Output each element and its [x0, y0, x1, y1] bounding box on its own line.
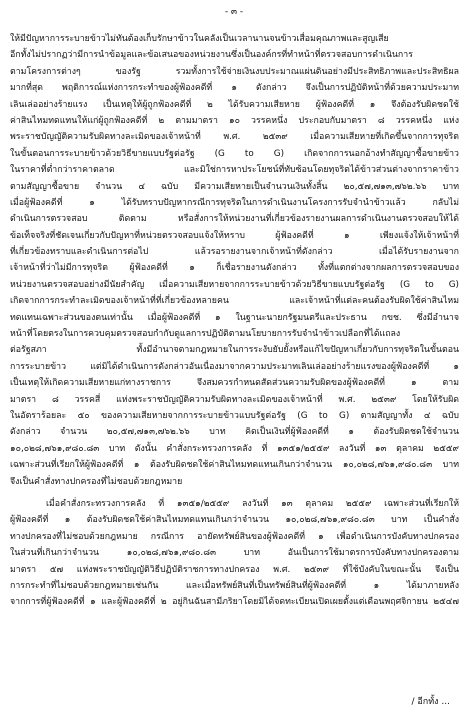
text-line: เกิดจากการกระทำละเมิดของเจ้าหน้าที่ที่เกี่ยวข้องหลายคน และเจ้าหน้าที่แต่ละคนต้องรับผิดใช้ค่าสินไหม [10, 296, 459, 307]
text-line: การระบายข้าว แต่มิได้ดำเนินการดังกล่าวอันเนื่องมาจากความประมาทเลินเล่ออย่างร้ายแรงของผู้ฟ้องคดีที่ ๑ [10, 361, 459, 372]
text-line: เฉพาะส่วนที่เรียกให้ผู้ฟ้องคดีที่ ๑ ต้องรับผิดชดใช้ค่าสินไหมทดแทนเกินกว่าจำนวน ๑๐,๐๒๘,๗๖๑,๙๘๐.๘๓ บาท [10, 460, 459, 471]
text-line: ทางปกครองที่ไม่ชอบด้วยกฎหมาย กรณีการ อายัดทรัพย์สินของผู้ฟ้องคดีที่ ๑ เพื่อดำเนินการบังคับทางปกครอง [10, 531, 459, 542]
text-line: มาตรา ๘ วรรคสี่ แห่งพระราชบัญญัติความรับผิดทางละเมิดของเจ้าหน้าที่ พ.ศ. ๒๕๓๙ โดยให้รับผิด [10, 394, 459, 405]
text-line: การกระทำที่ไม่ชอบด้วยกฎหมายเช่นกัน และเมื่อทรัพย์สินที่เป็นทรัพย์สินที่ผู้ฟ้องคดีที่ ๑ ได้มาภายหลัง [10, 580, 459, 591]
text-line: ในราคาที่ต่ำกว่าราคาตลาด และมิใช่การหาประโยชน์ที่ทับซ้อนโดยทุจริตได้ข้าวส่วนต่างจากราคาข้าว [10, 165, 459, 176]
text-line: ทดแทนเฉพาะส่วนของตนเท่านั้น เมื่อผู้ฟ้องคดีที่ ๑ ในฐานะนายกรัฐมนตรีและประธาน กขช. ซึ่งมีอำนาจ [10, 312, 459, 323]
text-line: ค่าสินไหมทดแทนให้แก่ผู้ถูกฟ้องคดีที่ ๒ ตามมาตรา ๑๐ วรรคหนึ่ง ประกอบกับมาตรา ๘ วรรคหนึ่ง แห่ง [10, 115, 459, 126]
continued-marker: / อีกทั้ง ... [411, 697, 450, 707]
text-line: ที่เกี่ยวข้องทราบและดำเนินการต่อไป แล้วรอรายงานจากเจ้าหน้าที่ดังกล่าว เมื่อได้รับรายงานจาก [10, 247, 459, 258]
text-line: อีกทั้งไม่ปรากฏว่ามีการนำข้อมูลและข้อเสนอของหน่วยงานซึ่งเป็นองค์กรที่ทำหน้าที่ตรวจสอบการดำเนินการ [10, 50, 413, 61]
text-line: ให้มีปัญหาการระบายข้าวไม่ทันต้องเก็บรักษาข้าวในคลังเป็นเวลานานจนข้าวเสื่อมคุณภาพและสูญเสีย [10, 34, 389, 44]
paragraph-2 [10, 496, 459, 611]
page-number: - ๓ - [224, 7, 244, 17]
text-line: เลินเล่ออย่างร้ายแรง เป็นเหตุให้ผู้ถูกฟ้องคดีที่ ๒ ได้รับความเสียหาย ผู้ฟ้องคดีที่ ๑ จึงต้องรับผิดชดใช้ [10, 99, 459, 110]
text-line: เมื่อผู้ฟ้องคดีที่ ๑ ได้รับทราบปัญหากรณีการทุจริตในการดำเนินงานโครงการรับจำนำข้าวแล้ว กลับไม่ [10, 197, 459, 208]
text-line: เมื่อคำสั่งกระทรวงการคลัง ที่ ๑๓๕๑/๒๕๕๙ ลงวันที่ ๑๓ ตุลาคม ๒๕๕๙ เฉพาะส่วนที่เรียกให้ [46, 498, 459, 509]
paragraph-1 [10, 31, 459, 490]
text-line: ต่อรัฐสภา ทั้งมีอำนาจตามกฎหมายในการระงับยับยั้งหรือแก้ไขปัญหาเกี่ยวกับการทุจริตในขั้นตอน [10, 345, 459, 356]
text-line: หน้าที่โดยตรงในการควบคุมตรวจสอบกำกับดูแลการปฏิบัติตามนโยบายการรับจำนำข้าวเปลือกที่ได้แถลง [10, 329, 401, 340]
text-line: ผู้ฟ้องคดีที่ ๑ ต้องรับผิดชดใช้ค่าสินไหมทดแทนเกินกว่าจำนวน ๑๐,๐๒๘,๗๖๑,๙๘๐.๘๓ บาท เป็นคำสั่ง [10, 515, 459, 526]
text-line: มากที่สุด พฤติการณ์แห่งการกระทำของผู้ฟ้องคดีที่ ๑ ดังกล่าว จึงเป็นการปฏิบัติหน้าที่ด้วยความประมาท [10, 83, 459, 94]
text-line: ตามโครงการต่างๆ ของรัฐ รวมทั้งการใช้จ่ายเงินงบประมาณแผ่นดินอย่างมีประสิทธิภาพและประสิทธิผล [10, 66, 459, 77]
text-line: ตามสัญญาซื้อขาย จำนวน ๔ ฉบับ มีความเสียหายเป็นจำนวนเงินทั้งสิ้น ๒๐,๕๗,๗๑๓,๗๖๒.๖๖ บาท [10, 181, 459, 192]
text-line: ดังกล่าว จำนวน ๒๐,๕๗,๗๑๓,๗๖๒.๖๖ บาท คิดเป็นเงินที่ผู้ฟ้องคดีที่ ๑ ต้องรับผิดชดใช้จำนวน [10, 427, 459, 438]
text-line: เป็นเหตุให้เกิดความเสียหายแก่ทางราชการ จึงสมควรกำหนดสัดส่วนความรับผิดของผู้ฟ้องคดีที่ ๑ ตาม [10, 378, 459, 389]
text-line: มาตรา ๕๗ แห่งพระราชบัญญัติวิธีปฏิบัติราชการทางปกครอง พ.ศ. ๒๕๓๙ ที่ใช้บังคับในขณะนั้น จึงเป็น [10, 564, 459, 575]
text-line: ในอัตราร้อยละ ๕๐ ของความเสียหายจากการระบายข้าวแบบรัฐต่อรัฐ (G to G) ตามสัญญาทั้ง ๔ ฉบับ [10, 410, 459, 421]
text-line: พระราชบัญญัติความรับผิดทางละเมิดของเจ้าหน้าที่ พ.ศ. ๒๕๓๙ เมื่อความเสียหายที่เกิดขึ้นจากการทุจริต [10, 132, 459, 143]
text-line: จึงเป็นคำสั่งทางปกครองที่ไม่ชอบด้วยกฎหมาย [10, 476, 183, 487]
text-line: หน่วยงานตรวจสอบอย่างมีนัยสำคัญ เมื่อความเสียหายจากการระบายข้าวด้วยวิธีขายแบบรัฐต่อรัฐ (G to G) [10, 279, 459, 290]
text-line: ๑๐,๐๒๘,๗๖๑,๙๘๐.๘๓ บาท ดังนั้น คำสั่งกระทรวงการคลัง ที่ ๑๓๕๑/๒๕๕๙ ลงวันที่ ๑๓ ตุลาคม ๒๕๕๙ [10, 443, 459, 454]
document-body [10, 31, 459, 611]
text-line: ในขั้นตอนการระบายข้าวด้วยวิธีขายแบบรัฐต่อรัฐ (G to G) เกิดจากการนอกอ้างทำสัญญาซื้อขายข้าว [10, 148, 459, 159]
text-line: ในส่วนที่เกินกว่าจำนวน ๑๐,๐๒๘,๗๖๑,๙๘๐.๘๓ บาท อันเป็นการใช้มาตรการบังคับทางปกครองตาม [10, 548, 459, 559]
text-line: ข้อเท็จจริงที่ชัดเจนเกี่ยวกับปัญหาที่หน่วยตรวจสอบแจ้งให้ทราบ ผู้ฟ้องคดีที่ ๑ เพียงแจ้งให้เจ้าหน้าที่ [10, 230, 459, 241]
text-line: เจ้าหน้าที่ว่าไม่มีการทุจริต ผู้ฟ้องคดีที่ ๑ ก็เชื่อรายงานดังกล่าว ทั้งที่แตกต่างจากผลการตรวจสอบของ [10, 263, 459, 274]
text-line: จากการที่ผู้ฟ้องคดีที่ ๑ และผู้ฟ้องคดีที่ ๒ อยู่กินฉันสามีภริยาโดยมิได้จดทะเบียนเปิดเผยตั้งแต่เดือนพฤศจิกายน ๒๕๔๗ [10, 597, 459, 608]
text-line: ดำเนินการตรวจสอบ ติดตาม หรือสั่งการให้หน่วยงานที่เกี่ยวข้องรายงานผลการดำเนินงานตรวจสอบให้ได้ [10, 214, 459, 225]
